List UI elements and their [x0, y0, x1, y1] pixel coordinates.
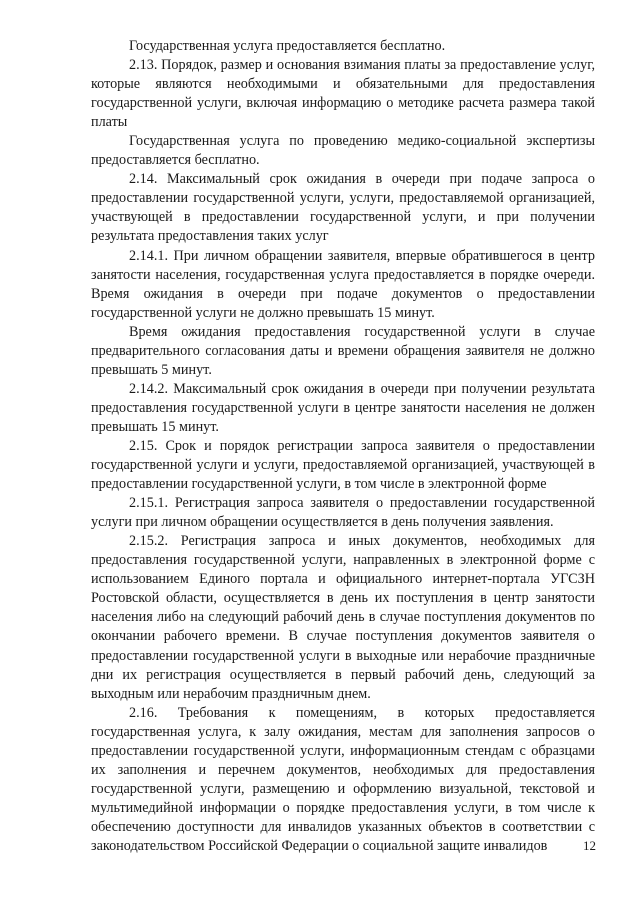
paragraph-2-14-1: 2.14.1. При личном обращении заявителя, впервые обратившегося в центр занятости населения, государственная услуга предоставляется в порядке очереди. Время ожидания в очереди при подаче документов о предоставлении государственной услуги не должно превышать 15 минут. — [91, 247, 595, 321]
paragraph-2-16-heading: 2.16. Требования к помещениям, в которых предоставляется государственная услуга, к залу ожидания, местам для заполнения запросов о предоставлении государственной услуги, информационным стендам с образцами их заполнения и перечнем документов, необходимых для предоставления государственной услуги, размещению и оформлению визуальной, текстовой и мультимедийной информации о порядке предоставления услуги, в том числе к обеспечению доступности для инвалидов указанных объектов в соответствии с законодательством Российской Федерации о социальной защите инвалидов — [91, 704, 595, 854]
paragraph-2-15-1: 2.15.1. Регистрация запроса заявителя о предоставлении государственной услуги при личном обращении осуществляется в день получения заявления. — [91, 495, 595, 531]
paragraph-2-14-2: 2.14.2. Максимальный срок ожидания в очереди при получении результата предоставления государственной услуги в центре занятости населения не должен превышать 15 минут. — [91, 380, 595, 435]
paragraph-medical-expertise-free: Государственная услуга по проведению медико-социальной экспертизы предоставляется бесплатно. — [91, 133, 595, 169]
paragraph-2-13-heading: 2.13. Порядок, размер и основания взимания платы за предоставление услуг, которые являются необходимыми и обязательными для предоставления государственной услуги, включая информацию о методике расчета размера такой платы — [91, 57, 595, 131]
paragraph-waiting-time: Время ожидания предоставления государственной услуги в случае предварительного согласования даты и времени обращения заявителя не должно превышать 5 минут. — [91, 323, 595, 378]
paragraph-free-service: Государственная услуга предоставляется бесплатно. — [129, 38, 446, 54]
document-body — [91, 37, 595, 856]
paragraph-2-15-2: 2.15.2. Регистрация запроса и иных документов, необходимых для предоставления государственной услуги, направленных в электронной форме с использованием Единого портала и официального интернет-портала УГСЗН Ростовской области, осуществляется в день их поступления в центр занятости населения либо на следующий рабочий день в случае поступления документов по окончании рабочего времени. В случае поступления документов заявителя о предоставлении государственной услуги в выходные или нерабочие праздничные дни их регистрация осуществляется в первый рабочий день, следующий за выходным или нерабочим праздничным днем. — [91, 533, 595, 702]
page-number: 12 — [583, 838, 596, 853]
paragraph-2-14-heading: 2.14. Максимальный срок ожидания в очереди при подаче запроса о предоставлении государственной услуги, услуги, предоставляемой организацией, участвующей в предоставлении государственной услуги, и при получении результата предоставления таких услуг — [91, 171, 595, 245]
paragraph-2-15-heading: 2.15. Срок и порядок регистрации запроса заявителя о предоставлении государственной услуги и услуги, предоставляемой организацией, участвующей в предоставлении государственной услуги, в том числе в электронной форме — [91, 437, 595, 493]
